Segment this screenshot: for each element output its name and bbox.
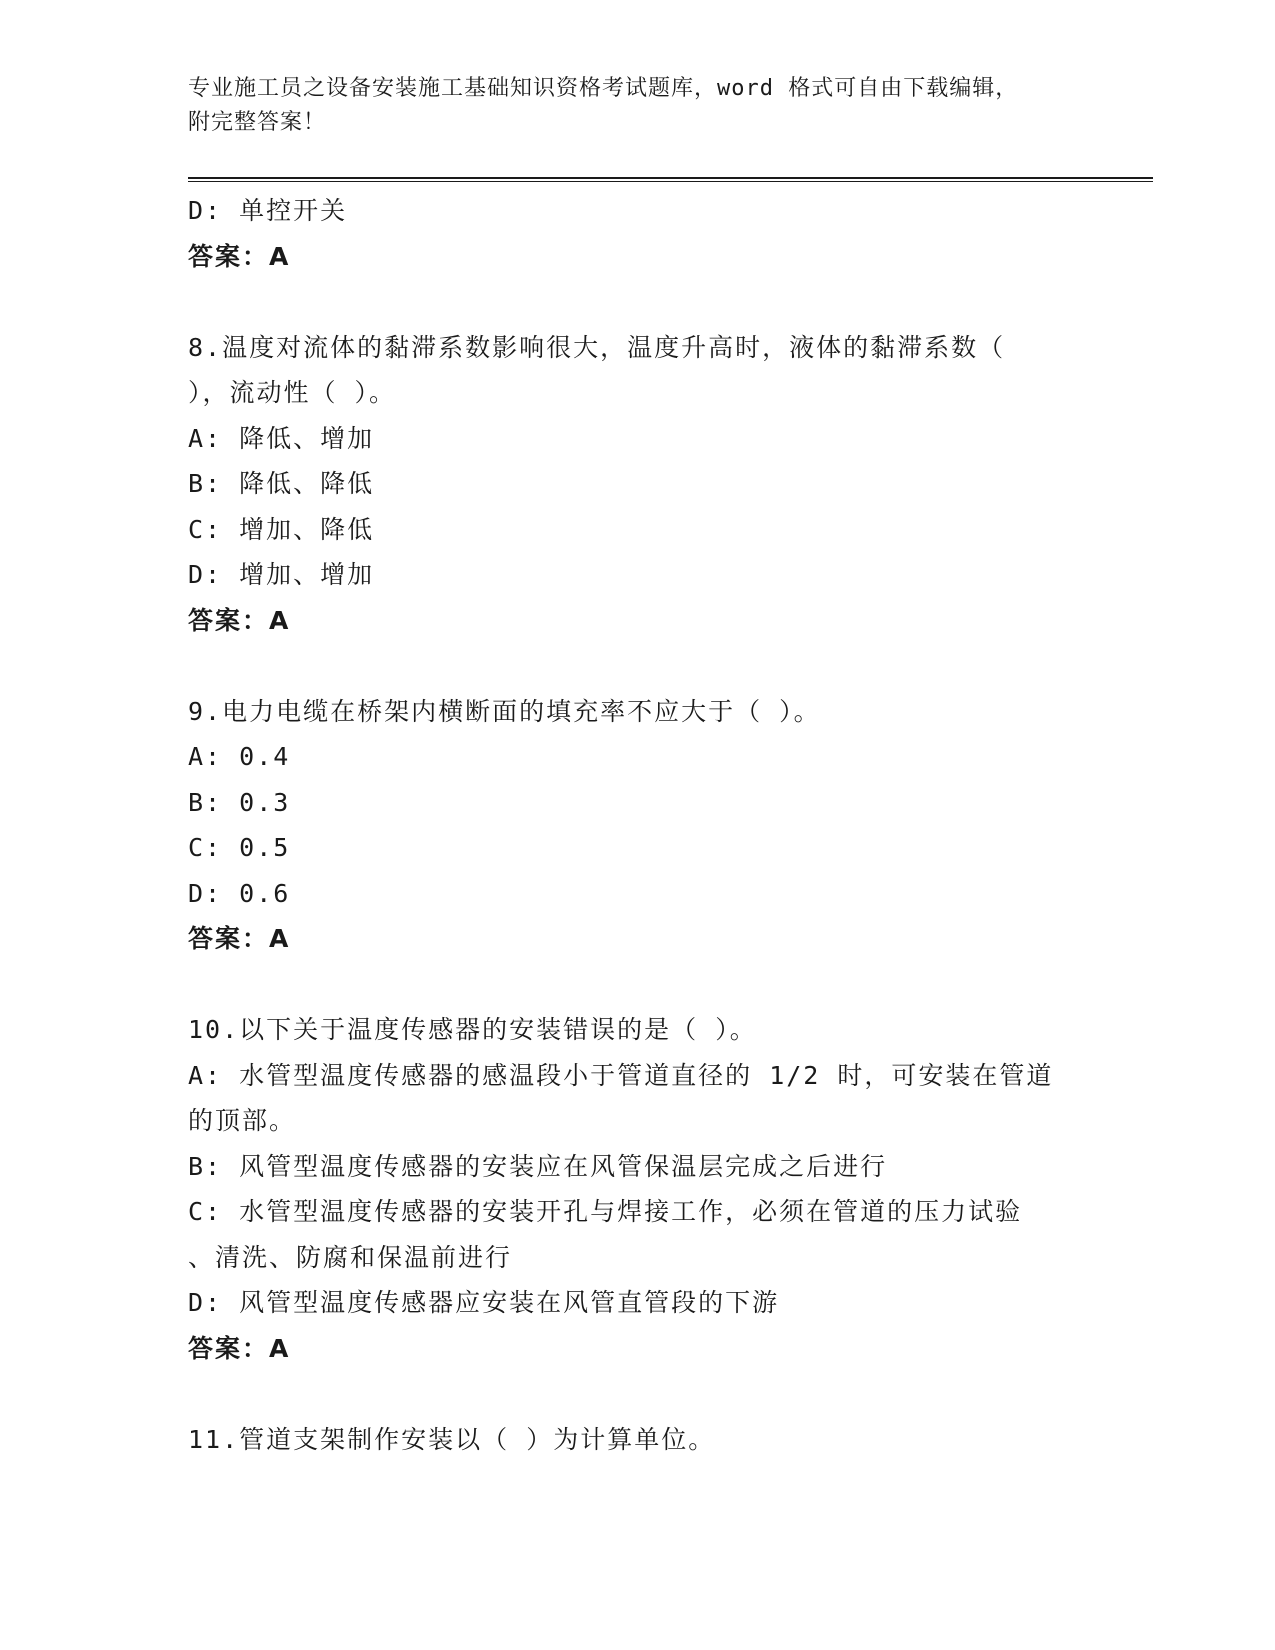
option-line: A: 0.4 xyxy=(188,742,291,771)
option-line: A: 降低、增加 xyxy=(188,423,375,453)
option-line: D: 单控开关 xyxy=(188,196,348,225)
document-header xyxy=(188,72,1088,140)
option-line: C: 水管型温度传感器的安装开孔与焊接工作，必须在管道的压力试验 xyxy=(188,1197,1023,1226)
header-line-2: 附完整答案！ xyxy=(188,110,327,135)
answer-line: 答案：A xyxy=(188,605,291,635)
option-line: D: 风管型温度传感器应安装在风管直管段的下游 xyxy=(188,1288,780,1317)
question-content xyxy=(188,188,1088,1462)
option-line: C: 增加、降低 xyxy=(188,514,375,544)
block-spacer xyxy=(188,279,1088,325)
answer-line: 答案：A xyxy=(188,241,291,271)
option-line: C: 0.5 xyxy=(188,833,291,862)
answer-line: 答案：A xyxy=(188,1333,291,1363)
option-line: 、清洗、防腐和保温前进行 xyxy=(188,1242,513,1272)
option-line: D: 0.6 xyxy=(188,878,291,908)
option-line: B: 风管型温度传感器的安装应在风管保温层完成之后进行 xyxy=(188,1151,888,1181)
option-line: 的顶部。 xyxy=(188,1106,297,1135)
question-line: 11.管道支架制作安装以（ ）为计算单位。 xyxy=(188,1424,716,1454)
question-line: ），流动性（ ）。 xyxy=(188,378,397,407)
option-line: D: 增加、增加 xyxy=(188,560,375,589)
question-line: 8.温度对流体的黏滞系数影响很大，温度升高时，液体的黏滞系数（ xyxy=(188,332,1006,362)
block-spacer xyxy=(188,962,1088,1008)
block-spacer xyxy=(188,643,1088,689)
answer-line: 答案：A xyxy=(188,924,291,953)
header-line-1: 专业施工员之设备安装施工基础知识资格考试题库，word 格式可自由下载编辑， xyxy=(188,76,1019,101)
option-line: B: 降低、降低 xyxy=(188,469,375,498)
option-line: B: 0.3 xyxy=(188,787,291,817)
option-line: A: 水管型温度传感器的感温段小于管道直径的 1/2 时，可安装在管道 xyxy=(188,1060,1054,1090)
question-line: 10.以下关于温度传感器的安装错误的是（ ）。 xyxy=(188,1015,757,1044)
block-spacer xyxy=(188,1371,1088,1417)
header-divider xyxy=(188,177,1153,182)
question-line: 9.电力电缆在桥架内横断面的填充率不应大于（ ）。 xyxy=(188,696,821,726)
